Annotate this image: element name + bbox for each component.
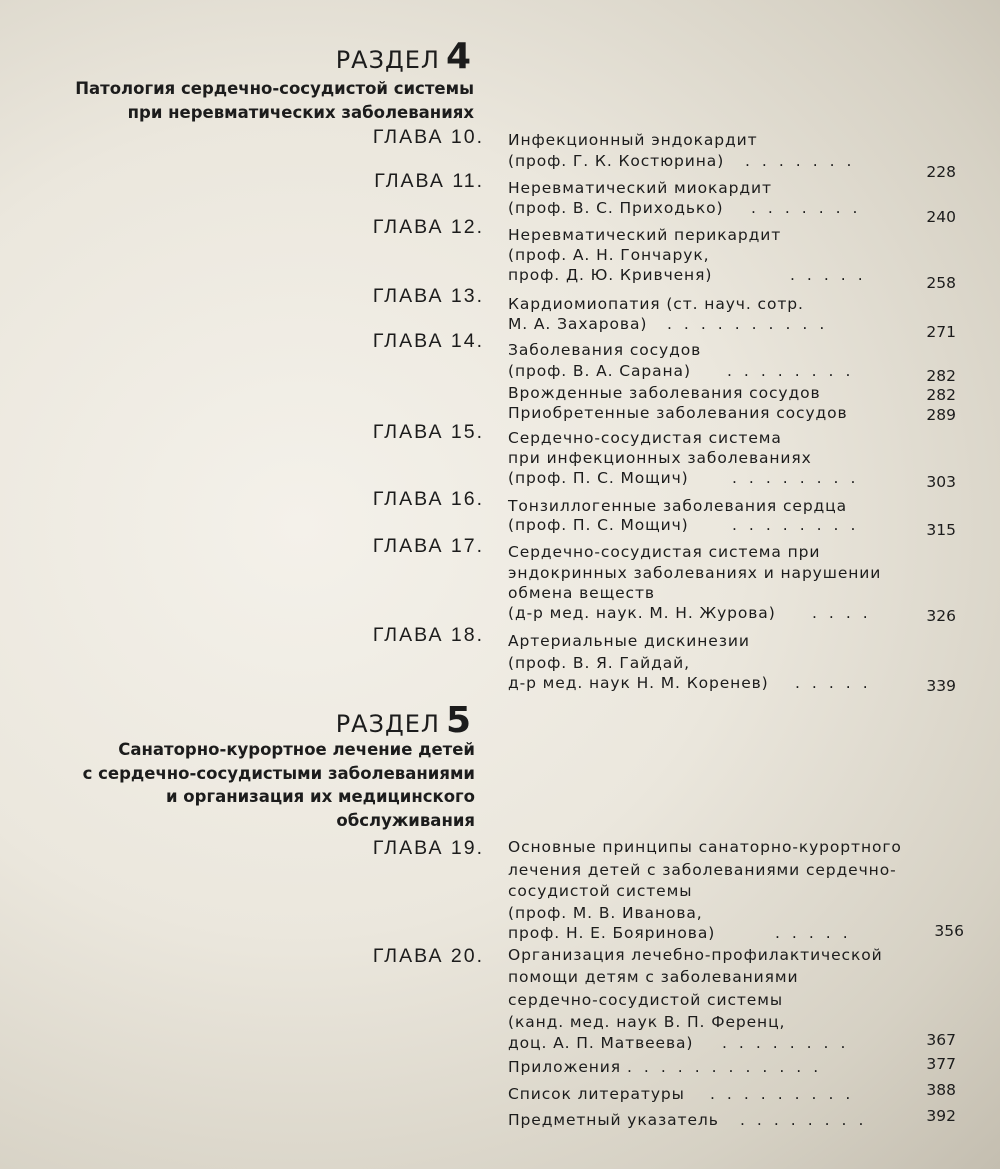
- part-5-label: РАЗДЕЛ: [335, 710, 440, 738]
- chapter-18-line: (проф. В. Я. Гайдай,: [508, 654, 690, 672]
- appendix-page: 377: [926, 1055, 956, 1073]
- chapter-13-page: 271: [926, 323, 956, 341]
- chapter-10-page: 228: [926, 163, 956, 181]
- chapter-15-line: при инфекционных заболеваниях: [508, 449, 812, 467]
- part-5-title-line: с сердечно-сосудистыми заболеваниями: [82, 763, 475, 783]
- part-4-title-line: при неревматических заболеваниях: [127, 102, 474, 122]
- appendix-leader: ............: [627, 1058, 831, 1076]
- part-4-title: [4, 77, 474, 124]
- chapter-10-leader: .......: [745, 152, 864, 170]
- chapter-12-label: ГЛАВА 12.: [372, 216, 484, 238]
- part-5-title: [5, 738, 475, 832]
- chapter-19-line: (проф. М. В. Иванова,: [508, 904, 703, 922]
- chapter-16-author: (проф. П. С. Мощич): [508, 516, 689, 534]
- chapter-18-page: 339: [926, 677, 956, 695]
- part-4-number: 4: [445, 36, 472, 77]
- chapter-11-page: 240: [926, 208, 956, 226]
- chapter-20-line: сердечно-сосудистой системы: [508, 991, 783, 1009]
- chapter-17-line: эндокринных заболеваниях и нарушении: [508, 564, 882, 582]
- appendix-item: Список литературы: [508, 1085, 685, 1103]
- chapter-18-label: ГЛАВА 18.: [372, 624, 484, 646]
- chapter-13-label: ГЛАВА 13.: [372, 285, 484, 307]
- chapter-14-leader: ........: [727, 362, 863, 380]
- appendix-page: 392: [926, 1107, 956, 1125]
- chapter-10-label: ГЛАВА 10.: [372, 126, 484, 148]
- chapter-12-author: проф. Д. Ю. Кривченя): [508, 266, 713, 284]
- part-5-title-line: обслуживания: [336, 810, 475, 830]
- chapter-16-title: Тонзиллогенные заболевания сердца: [508, 497, 848, 515]
- chapter-17-line: обмена веществ: [508, 584, 655, 602]
- chapter-10-author: (проф. Г. К. Костюрина): [508, 152, 725, 170]
- chapter-12-page: 258: [926, 274, 956, 292]
- chapter-17-label: ГЛАВА 17.: [372, 535, 484, 557]
- chapter-14-page: 282: [926, 367, 956, 385]
- chapter-16-label: ГЛАВА 16.: [372, 488, 484, 510]
- chapter-12-line: (проф. А. Н. Гончарук,: [508, 246, 710, 264]
- appendix-item: Предметный указатель: [508, 1111, 719, 1129]
- chapter-19-label: ГЛАВА 19.: [372, 837, 484, 859]
- appendix-item: Приложения: [508, 1058, 621, 1076]
- chapter-20-line: помощи детям с заболеваниями: [508, 968, 799, 986]
- chapter-14-label: ГЛАВА 14.: [372, 330, 484, 352]
- chapter-11-leader: .......: [751, 199, 870, 217]
- chapter-13-leader: ..........: [667, 315, 837, 333]
- chapter-15-leader: ........: [732, 469, 868, 487]
- chapter-13-author: М. А. Захарова): [508, 315, 648, 333]
- chapter-19-line: сосудистой системы: [508, 882, 693, 900]
- chapter-19-line: лечения детей с заболеваниями сердечно-: [508, 861, 897, 879]
- part-4-heading: [336, 36, 472, 77]
- chapter-20-leader: ........: [722, 1034, 858, 1052]
- appendix-leader: .........: [710, 1085, 863, 1103]
- chapter-20-label: ГЛАВА 20.: [372, 945, 484, 967]
- chapter-20-page: 367: [926, 1031, 956, 1049]
- part-4-title-line: Патология сердечно-сосудистой системы: [75, 79, 474, 98]
- chapter-17-leader: ....: [812, 604, 880, 622]
- chapter-14-title: Заболевания сосудов: [508, 341, 702, 359]
- chapter-14-sub-2-page: 289: [926, 406, 956, 424]
- part-5-number: 5: [445, 700, 472, 741]
- chapter-18-author: д-р мед. наук Н. М. Коренев): [508, 674, 769, 692]
- part-5-title-line: и организация их медицинского: [166, 787, 475, 806]
- chapter-18-leader: .....: [795, 674, 880, 692]
- chapter-18-title: Артериальные дискинезии: [508, 632, 750, 650]
- part-4-label: РАЗДЕЛ: [335, 46, 440, 74]
- chapter-17-author: (д-р мед. наук. М. Н. Журова): [508, 604, 776, 622]
- chapter-14-sub-1-page: 282: [926, 386, 956, 404]
- chapter-10-title: Инфекционный эндокардит: [508, 131, 758, 149]
- appendix-page: 388: [926, 1081, 956, 1099]
- chapter-19-title: Основные принципы санаторно-курортного: [508, 838, 902, 856]
- chapter-15-author: (проф. П. С. Мощич): [508, 469, 689, 487]
- chapter-14-sub-1: Врожденные заболевания сосудов: [508, 384, 821, 402]
- chapter-14-author: (проф. В. А. Сарана): [508, 362, 691, 380]
- chapter-17-title: Сердечно-сосудистая система при: [508, 543, 821, 561]
- chapter-16-page: 315: [926, 521, 956, 539]
- chapter-14-sub-2: Приобретенные заболевания сосудов: [508, 404, 848, 422]
- chapter-15-page: 303: [926, 473, 956, 491]
- chapter-19-author: проф. Н. Е. Бояринова): [508, 924, 716, 942]
- chapter-20-line: (канд. мед. наук В. П. Ференц,: [508, 1013, 786, 1031]
- chapter-15-title: Сердечно-сосудистая система: [508, 429, 782, 447]
- appendix-leader: ........: [740, 1111, 876, 1129]
- part-5-title-line: Санаторно-курортное лечение детей: [118, 740, 475, 759]
- chapter-12-title: Неревматический перикардит: [508, 226, 782, 244]
- chapter-11-label: ГЛАВА 11.: [374, 170, 484, 192]
- chapter-11-author: (проф. В. С. Приходько): [508, 199, 724, 217]
- part-5-heading: [336, 700, 472, 741]
- chapter-13-title: Кардиомиопатия (ст. науч. сотр.: [508, 295, 804, 313]
- chapter-12-leader: .....: [790, 266, 875, 284]
- chapter-19-page: 356: [934, 922, 964, 940]
- chapter-19-leader: .....: [775, 924, 860, 942]
- chapter-20-title: Организация лечебно-профилактической: [508, 946, 883, 964]
- chapter-20-author: доц. А. П. Матвеева): [508, 1034, 694, 1052]
- chapter-17-page: 326: [926, 607, 956, 625]
- chapter-16-leader: ........: [732, 516, 868, 534]
- chapter-15-label: ГЛАВА 15.: [372, 421, 484, 443]
- chapter-11-title: Неревматический миокардит: [508, 179, 772, 197]
